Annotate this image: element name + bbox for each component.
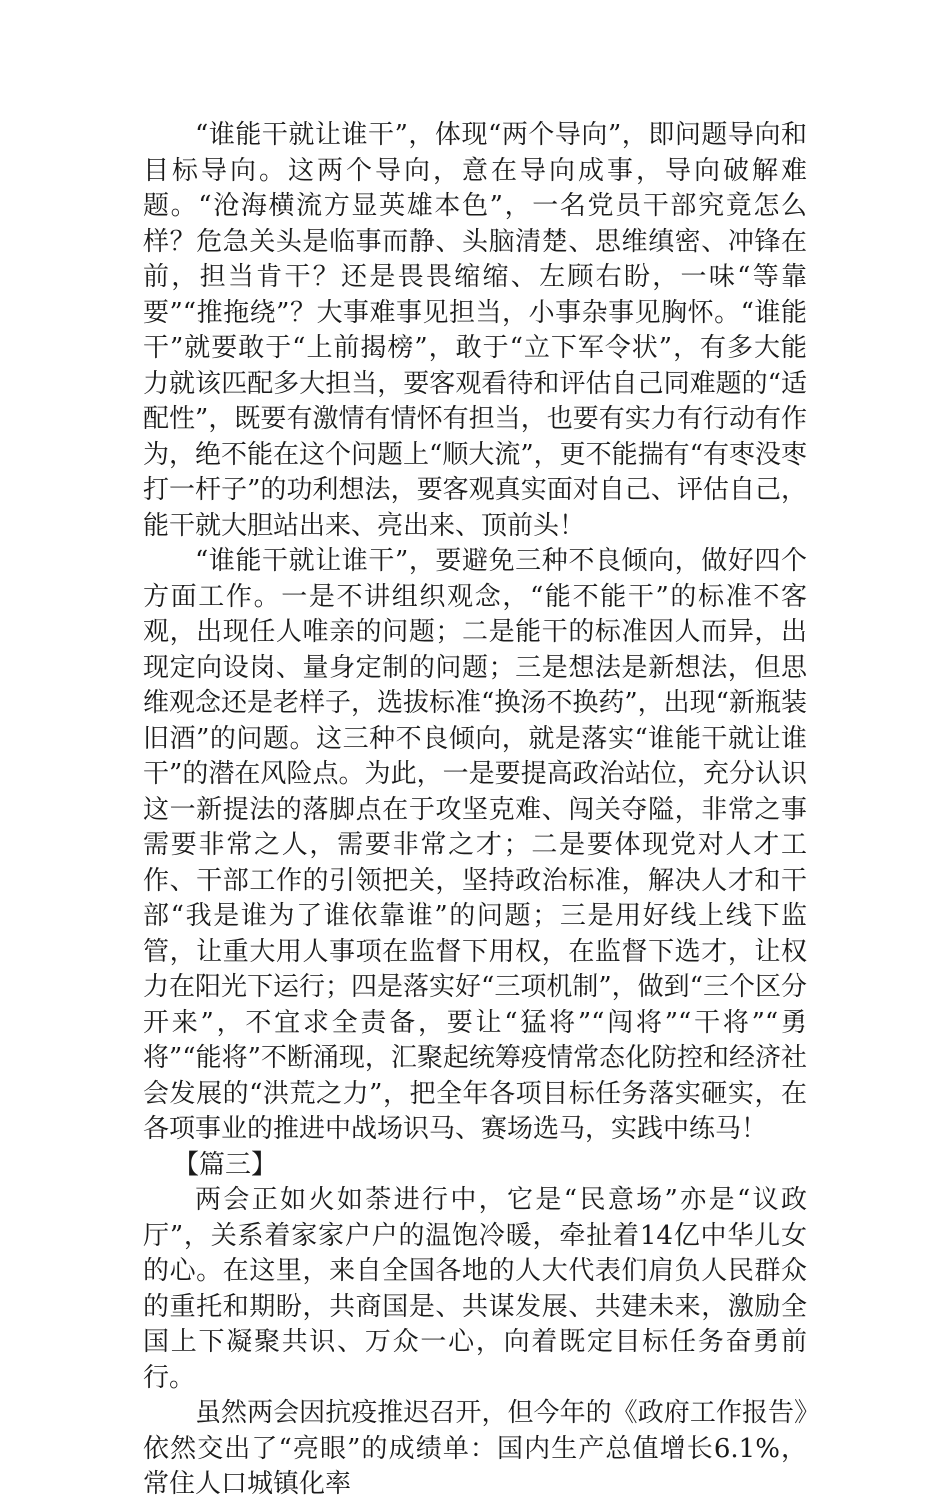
paragraph-4: 虽然两会因抗疫推迟召开，但今年的《政府工作报告》依然交出了“亮眼”的成绩单：国内生产总值增长6.1%，常住人口城镇化率 bbox=[143, 1398, 807, 1499]
section-heading: 【篇三】 bbox=[173, 1149, 278, 1180]
paragraph-1: “谁能干就让谁干”，体现“两个导向”，即问题导向和目标导向。这两个导向，意在导向成事，导向破解难题。“沧海横流方显英雄本色”，一名党员干部究竟怎么样？危急关头是临事而静、头脑清楚、思维缜密、冲锋在前，担当肯干？还是畏畏缩缩、左顾右盼，一味“等靠要”“推拖绕”？大事难事见担当，小事杂事见胸怀。“谁能干”就要敢于“上前揭榜”，敢于“立下军令状”，有多大能力就该匹配多大担当，要客观看待和评估自己同难题的“适配性”，既要有激情有情怀有担当，也要有实力有行动有作为，绝不能在这个问题上“顺大流”，更不能揣有“有枣没枣打一杆子”的功利想法，要客观真实面对自己、评估自己，能干就大胆站出来、亮出来、顶前头！ bbox=[143, 120, 807, 541]
paragraph-2: “谁能干就让谁干”，要避免三种不良倾向，做好四个方面工作。一是不讲组织观念，“能不能干”的标准不客观，出现任人唯亲的问题；二是能干的标准因人而异，出现定向设岗、量身定制的问题；三是想法是新想法，但思维观念还是老样子，选拔标准“换汤不换药”，出现“新瓶装旧酒”的问题。这三种不良倾向，就是落实“谁能干就让谁干”的潜在风险点。为此，一是要提高政治站位，充分认识这一新提法的落脚点在于攻坚克难、闯关夺隘，非常之事需要非常之人，需要非常之才；二是要体现党对人才工作、干部工作的引领把关，坚持政治标准，解决人才和干部“我是谁为了谁依靠谁”的问题；三是用好线上线下监管，让重大用人事项在监督下用权，在监督下选才，让权力在阳光下运行；四是落实好“三项机制”，做到“三个区分开来”，不宜求全责备，要让“猛将”“闯将”“干将”“勇将”“能将”不断涌现，汇聚起统筹疫情常态化防控和经济社会发展的“洪荒之力”，把全年各项目标任务落实砸实，在各项事业的推进中战场识马、赛场选马，实践中练马！ bbox=[143, 546, 807, 1144]
document-page bbox=[143, 118, 807, 1503]
paragraph-3: 两会正如火如荼进行中，它是“民意场”亦是“议政厅”，关系着家家户户的温饱冷暖，牵扯着14亿中华儿女的心。在这里，来自全国各地的人大代表们肩负人民群众的重托和期盼，共商国是、共谋发展、共建未来，激励全国上下凝聚共识、万众一心，向着既定目标任务奋勇前行。 bbox=[143, 1185, 807, 1393]
